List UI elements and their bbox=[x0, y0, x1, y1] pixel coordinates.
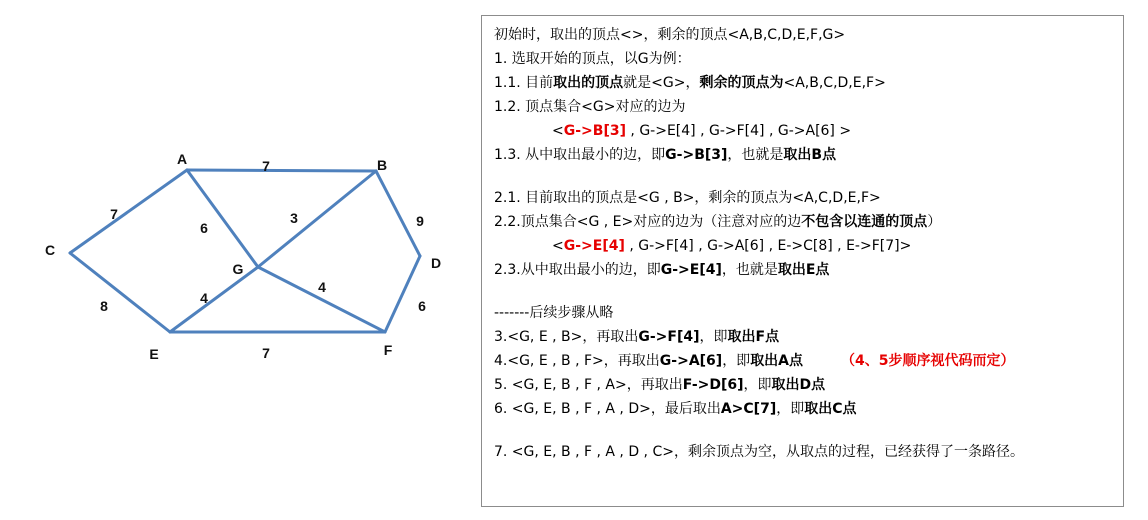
edge-D-F bbox=[385, 256, 420, 332]
graph-diagram bbox=[0, 0, 480, 520]
edge-G-F bbox=[258, 267, 385, 332]
text-step2-2-c: ） bbox=[927, 214, 942, 230]
edge-weight-B-D: 9 bbox=[416, 213, 424, 229]
text-step4-b: G->A[6] bbox=[659, 353, 723, 369]
text-line-step1 bbox=[494, 47, 1123, 71]
text-line-step2-2 bbox=[494, 210, 1123, 234]
edge-weight-E-F: 7 bbox=[262, 345, 270, 361]
edge-E-G bbox=[170, 267, 258, 332]
text-edges-g-min: G->B[3] bbox=[563, 123, 626, 139]
node-label-G: G bbox=[232, 261, 244, 277]
text-step2-2-a: 2.2.顶点集合<G , E>对应的边为（注意对应的边 bbox=[494, 214, 802, 230]
text-step2-3-a: 2.3.从中取出最小的边，即 bbox=[494, 262, 661, 278]
text-step3-c: ，即 bbox=[699, 329, 728, 345]
text-initial: 初始时，取出的顶点<>，剩余的顶点<A,B,C,D,E,F,G> bbox=[494, 27, 846, 43]
text-step6-c: ，即 bbox=[776, 401, 805, 417]
text-step4-a: 4.<G, E , B , F>，再取出 bbox=[494, 353, 660, 369]
text-step3-d: 取出F点 bbox=[727, 329, 780, 345]
edge-weight-G-F: 4 bbox=[318, 279, 326, 295]
node-label-D: D bbox=[430, 255, 442, 271]
text-step2-1: 2.1. 目前取出的顶点是<G , B>，剩余的顶点为<A,C,D,E,F> bbox=[494, 190, 881, 206]
text-line-step2-1 bbox=[494, 186, 1123, 210]
text-step1-1-c: 就是<G>， bbox=[623, 75, 700, 91]
text-line-step3 bbox=[494, 325, 1123, 349]
text-line-step1-2 bbox=[494, 95, 1123, 119]
text-line-step6 bbox=[494, 397, 1123, 421]
text-step2-3-b: G->E[4] bbox=[660, 262, 722, 278]
text-line-step1-1 bbox=[494, 71, 1123, 95]
edge-A-C bbox=[70, 170, 187, 253]
edge-B-D bbox=[376, 171, 420, 256]
text-line-step4 bbox=[494, 349, 1123, 373]
text-step1-3-b: G->B[3] bbox=[665, 147, 728, 163]
text-line-step1-3 bbox=[494, 143, 1123, 167]
node-label-F: F bbox=[383, 342, 393, 358]
text-step4-d: 取出A点 bbox=[750, 353, 804, 369]
text-step6-b: A>C[7] bbox=[720, 401, 777, 417]
text-omitted: -------后续步骤从略 bbox=[494, 305, 614, 321]
text-line-step7 bbox=[494, 440, 1123, 464]
text-step1-1-b: 取出的顶点 bbox=[553, 75, 624, 91]
text-edges-ge-min: G->E[4] bbox=[563, 238, 625, 254]
node-label-C: C bbox=[44, 242, 56, 258]
text-step4-c: ，即 bbox=[722, 353, 751, 369]
edge-A-G bbox=[187, 170, 258, 267]
text-step2-3-d: 取出E点 bbox=[777, 262, 830, 278]
text-line-edges-ge bbox=[494, 234, 1123, 258]
text-step5-a: 5. <G, E, B , F , A>，再取出 bbox=[494, 377, 683, 393]
text-step3-a: 3.<G, E , B>，再取出 bbox=[494, 329, 639, 345]
edge-B-G bbox=[258, 171, 376, 267]
text-step1-1-d: 剩余的顶点为 bbox=[699, 75, 784, 91]
spacer bbox=[494, 421, 1123, 440]
text-step1-3-c: ，也就是 bbox=[727, 147, 784, 163]
text-edges-g-c: , G->E[4] , G->F[4] , G->A[6] > bbox=[625, 123, 852, 139]
text-line-initial bbox=[494, 23, 1123, 47]
text-line-edges-g bbox=[494, 119, 1123, 143]
text-step5-b: F->D[6] bbox=[682, 377, 744, 393]
text-step6-d: 取出C点 bbox=[804, 401, 857, 417]
text-step5-d: 取出D点 bbox=[771, 377, 826, 393]
text-step5-c: ，即 bbox=[743, 377, 772, 393]
text-step2-3-c: ，也就是 bbox=[721, 262, 778, 278]
text-step1-1-a: 1.1. 目前 bbox=[494, 75, 554, 91]
text-step1-1-e: <A,B,C,D,E,F> bbox=[783, 75, 886, 91]
edge-C-E bbox=[70, 253, 170, 332]
text-step1-3-a: 1.3. 从中取出最小的边，即 bbox=[494, 147, 666, 163]
text-edges-g-a: < bbox=[552, 123, 564, 139]
edge-weight-A-B: 7 bbox=[262, 158, 270, 174]
edge-weight-A-G: 6 bbox=[200, 220, 208, 236]
text-step1: 1. 选取开始的顶点，以G为例： bbox=[494, 51, 691, 67]
order-note: （4、5步顺序视代码而定） bbox=[841, 353, 1015, 369]
text-step1-3-d: 取出B点 bbox=[783, 147, 837, 163]
text-step6-a: 6. <G, E, B , F , A , D>，最后取出 bbox=[494, 401, 721, 417]
edge-weight-B-G: 3 bbox=[290, 210, 298, 226]
node-label-A: A bbox=[176, 151, 188, 167]
node-label-E: E bbox=[149, 346, 159, 362]
node-label-B: B bbox=[376, 157, 388, 173]
text-step7: 7. <G, E, B , F , A , D , C>，剩余顶点为空，从取点的过程，已经获得了一条路径。 bbox=[494, 444, 1024, 460]
text-step2-2-b: 不包含以连通的顶点 bbox=[801, 214, 928, 230]
text-edges-ge-a: < bbox=[552, 238, 564, 254]
explanation-panel bbox=[481, 15, 1124, 507]
edge-weight-C-E: 8 bbox=[100, 298, 108, 314]
edge-weight-A-C: 7 bbox=[110, 206, 118, 222]
edge-A-B bbox=[187, 170, 376, 171]
spacer bbox=[494, 282, 1123, 301]
text-step1-2: 1.2. 顶点集合<G>对应的边为 bbox=[494, 99, 686, 115]
text-line-step5 bbox=[494, 373, 1123, 397]
edge-weight-E-G: 4 bbox=[200, 290, 208, 306]
text-line-step2-3 bbox=[494, 258, 1123, 282]
spacer bbox=[494, 167, 1123, 186]
edge-weight-D-F: 6 bbox=[418, 298, 426, 314]
text-line-omitted bbox=[494, 301, 1123, 325]
graph-edges bbox=[70, 170, 420, 332]
text-step3-b: G->F[4] bbox=[638, 329, 700, 345]
text-edges-ge-c: , G->F[4] , G->A[6] , E->C[8] , E->F[7]> bbox=[624, 238, 912, 254]
